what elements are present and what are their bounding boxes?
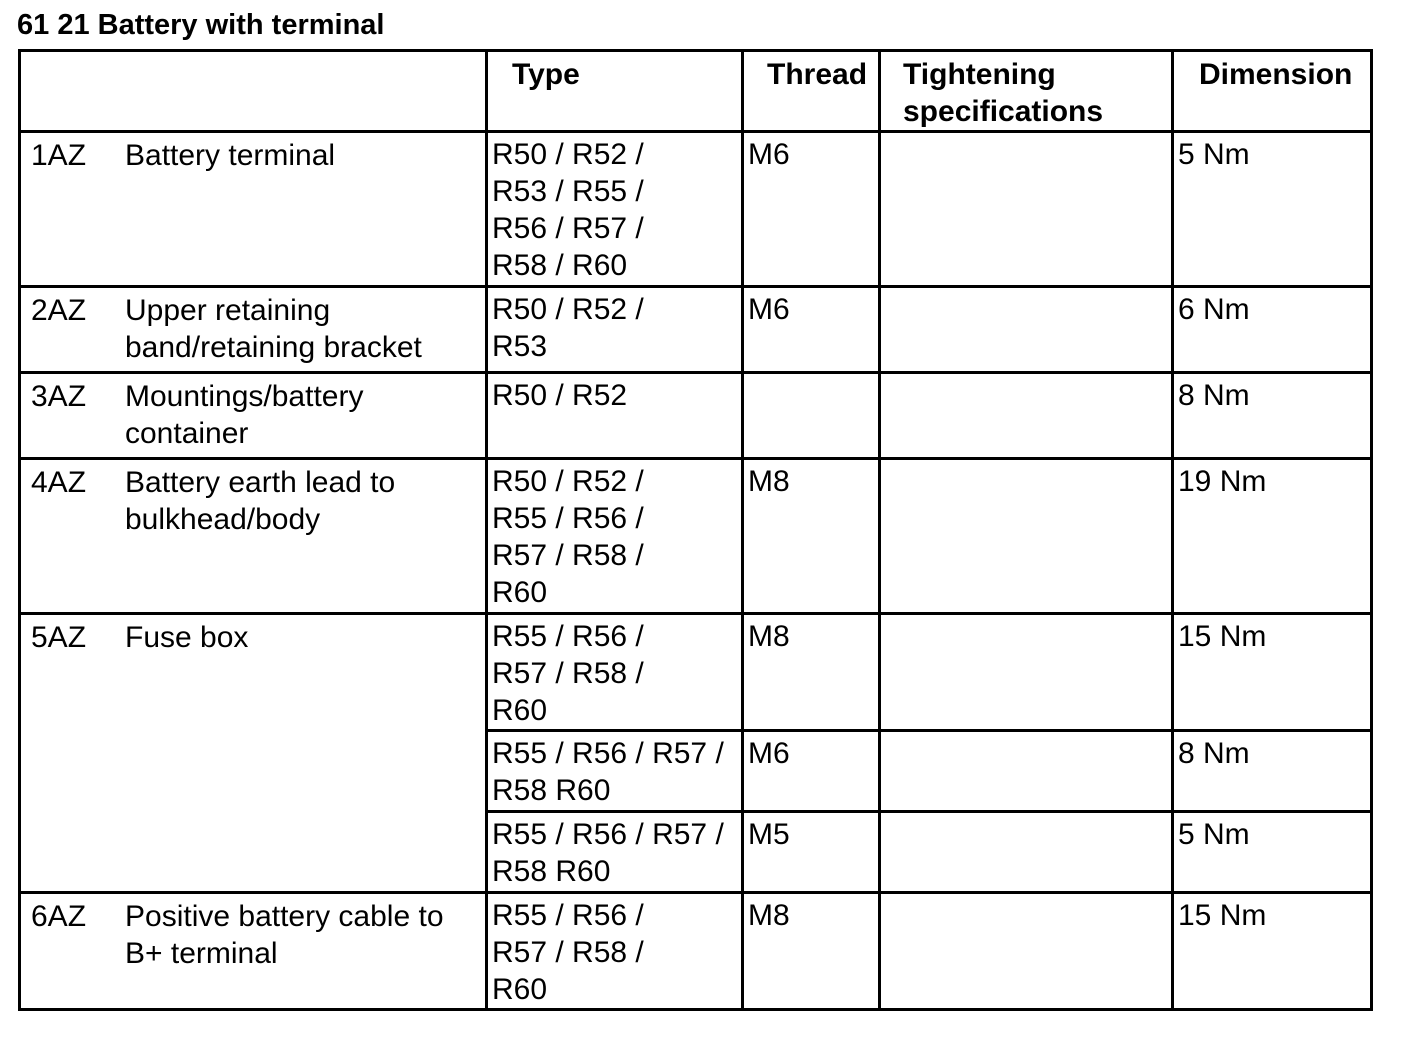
table-row <box>20 287 1372 373</box>
type-cell: R55 / R56 / R57 / R58 / R60 <box>487 614 743 731</box>
item-cell <box>20 614 487 893</box>
item-code: 4AZ <box>31 466 87 499</box>
table-row <box>20 893 1372 1010</box>
spec-table <box>18 49 1373 1011</box>
type-cell: R50 / R52 <box>487 373 743 459</box>
spec-cell <box>880 459 1173 614</box>
thread-cell: M8 <box>743 893 880 1010</box>
item-cell <box>20 373 487 459</box>
header-type: Type <box>487 51 743 132</box>
thread-cell: M6 <box>743 731 880 812</box>
table-row <box>20 132 1372 287</box>
header-thread: Thread <box>743 51 880 132</box>
spec-cell <box>880 893 1173 1010</box>
header-row <box>20 51 1372 132</box>
item-description: Battery earth lead to bulkhead/body <box>125 466 396 536</box>
header-blank <box>20 51 487 132</box>
table-row <box>20 614 1372 731</box>
spec-cell <box>880 812 1173 893</box>
thread-cell <box>743 373 880 459</box>
page-title: 61 21 Battery with terminal <box>17 9 385 41</box>
item-description: Fuse box <box>125 621 249 654</box>
thread-cell: M8 <box>743 459 880 614</box>
table-row <box>20 459 1372 614</box>
item-description: Upper retaining band/retaining bracket <box>125 294 422 364</box>
spec-cell <box>880 731 1173 812</box>
thread-cell: M6 <box>743 132 880 287</box>
type-cell: R50 / R52 / R53 / R55 / R56 / R57 / R58 / R60 <box>487 132 743 287</box>
spec-cell <box>880 287 1173 373</box>
item-cell <box>20 893 487 1010</box>
item-description: Positive battery cable to B+ terminal <box>125 900 444 970</box>
dimension-cell: 5 Nm <box>1173 812 1372 893</box>
item-cell <box>20 287 487 373</box>
dimension-cell: 8 Nm <box>1173 373 1372 459</box>
dimension-cell: 5 Nm <box>1173 132 1372 287</box>
item-code: 1AZ <box>31 139 87 172</box>
item-code: 2AZ <box>31 294 87 327</box>
dimension-cell: 15 Nm <box>1173 893 1372 1010</box>
header-dimension: Dimension <box>1173 51 1372 132</box>
thread-cell: M5 <box>743 812 880 893</box>
header-tightening: Tightening specifications <box>880 51 1173 132</box>
item-description: Mountings/battery container <box>125 380 364 450</box>
item-code: 3AZ <box>31 380 87 413</box>
item-code: 6AZ <box>31 900 87 933</box>
item-code: 5AZ <box>31 621 87 654</box>
type-cell: R55 / R56 / R57 / R58 R60 <box>487 812 743 893</box>
item-cell <box>20 132 487 287</box>
spec-cell <box>880 614 1173 731</box>
type-cell: R50 / R52 / R53 <box>487 287 743 373</box>
dimension-cell: 6 Nm <box>1173 287 1372 373</box>
type-cell: R55 / R56 / R57 / R58 R60 <box>487 731 743 812</box>
spec-cell <box>880 373 1173 459</box>
dimension-cell: 15 Nm <box>1173 614 1372 731</box>
item-description: Battery terminal <box>125 139 336 172</box>
spec-cell <box>880 132 1173 287</box>
type-cell: R50 / R52 / R55 / R56 / R57 / R58 / R60 <box>487 459 743 614</box>
dimension-cell: 19 Nm <box>1173 459 1372 614</box>
item-cell <box>20 459 487 614</box>
thread-cell: M6 <box>743 287 880 373</box>
table-row <box>20 373 1372 459</box>
dimension-cell: 8 Nm <box>1173 731 1372 812</box>
thread-cell: M8 <box>743 614 880 731</box>
type-cell: R55 / R56 / R57 / R58 / R60 <box>487 893 743 1010</box>
